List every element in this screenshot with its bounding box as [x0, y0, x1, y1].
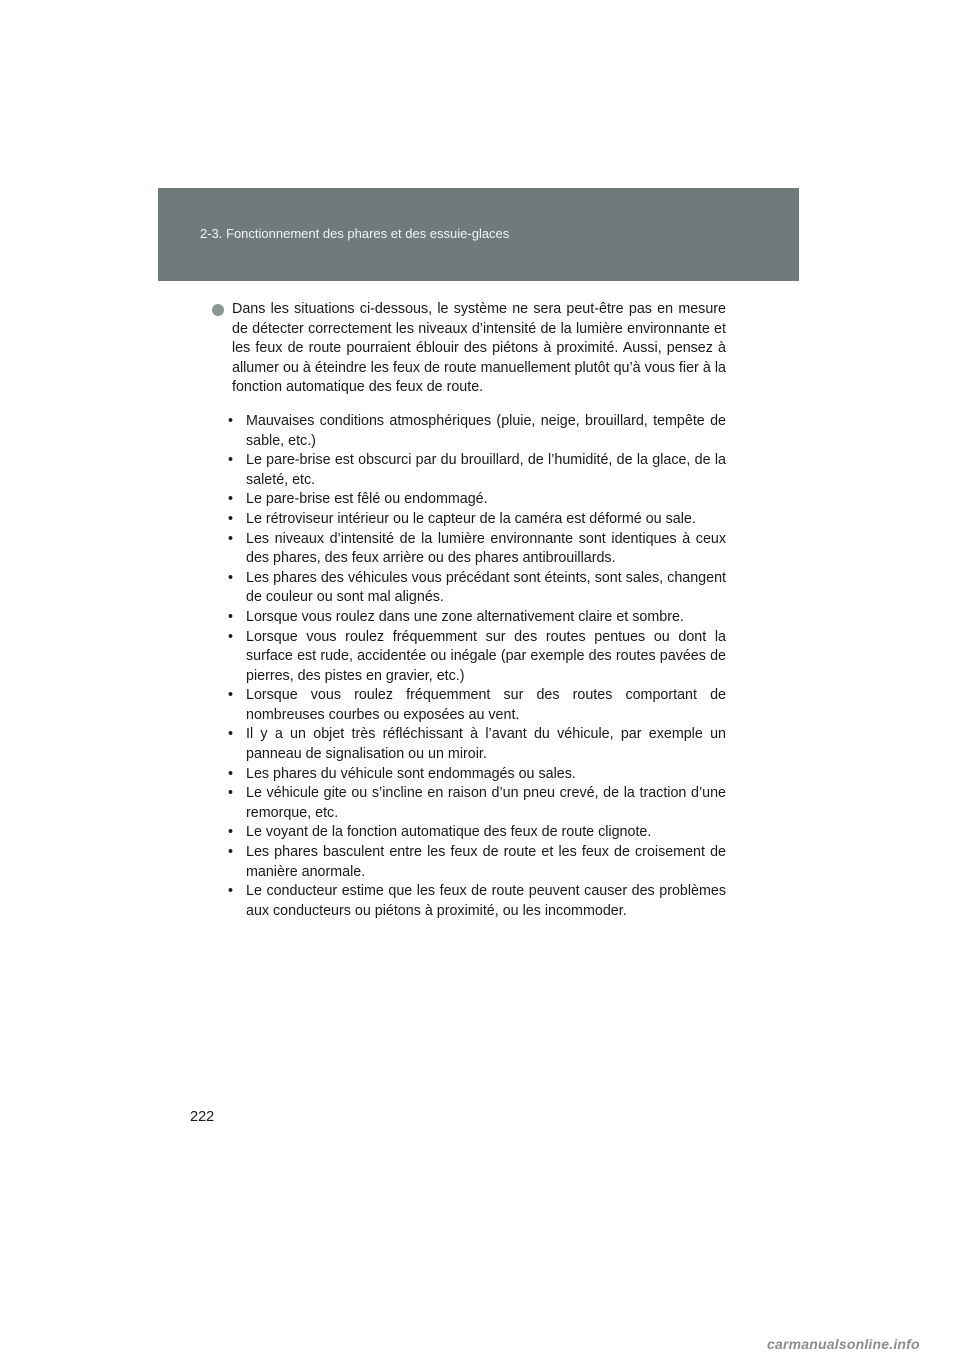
page-number: 222: [190, 1109, 215, 1125]
section-title: 2-3. Fonctionnement des phares et des essuie-glaces: [200, 226, 510, 241]
list-item-text: Le pare-brise est fêlé ou endommagé.: [246, 491, 488, 508]
list-item: [228, 725, 726, 764]
list-item-text: Mauvaises conditions atmosphériques (pluie, neige, brouillard, tempête de sable, etc.): [246, 412, 726, 449]
list-item: [228, 882, 726, 921]
list-item-text: Les phares basculent entre les feux de route et les feux de croisement de manière anormale.: [246, 844, 726, 880]
conditions-list: [210, 412, 726, 921]
list-item: [228, 412, 726, 451]
list-item: [228, 823, 726, 843]
list-item-text: Les phares du véhicule sont endommagés ou sales.: [246, 765, 576, 782]
bullet-mark: •: [228, 530, 234, 547]
bullet-mark: •: [228, 628, 234, 645]
list-item-text: Le voyant de la fonction automatique des feux de route clignote.: [246, 824, 652, 841]
list-item: [228, 686, 726, 725]
list-item: [228, 510, 726, 530]
bullet-mark: •: [228, 452, 234, 469]
list-item: [228, 765, 726, 785]
bullet-mark: •: [228, 412, 234, 429]
list-item-text: Le pare-brise est obscurci par du brouillard, de l’humidité, de la glace, de la saleté, etc.: [246, 452, 726, 488]
list-item: [228, 784, 726, 823]
bullet-mark: •: [228, 726, 234, 743]
list-item-text: Le véhicule gite ou s’incline en raison d’un pneu crevé, de la traction d’une remorque, etc.: [246, 785, 726, 821]
list-item-text: Lorsque vous roulez fréquemment sur des routes comportant de nombreuses courbes ou exposées au vent.: [246, 687, 726, 723]
lead-paragraph: [210, 300, 726, 398]
list-item: [228, 608, 726, 628]
circle-bullet-icon: [212, 304, 224, 316]
bullet-mark: •: [228, 491, 234, 508]
list-item: [228, 490, 726, 510]
bullet-mark: •: [228, 824, 234, 841]
list-item-text: Les phares des véhicules vous précédant sont éteints, sont sales, changent de couleur ou sont mal alignés.: [246, 569, 726, 606]
bullet-mark: •: [228, 883, 234, 900]
list-item-text: Les niveaux d’intensité de la lumière environnante sont identiques à ceux des phares, des feux arrière ou des phares antibrouillards.: [246, 530, 726, 567]
list-item: [228, 843, 726, 882]
list-item-text: Lorsque vous roulez dans une zone alternativement claire et sombre.: [246, 608, 684, 625]
list-item: [228, 628, 726, 687]
section-header-band: [158, 188, 799, 281]
bullet-mark: •: [228, 510, 234, 527]
bullet-mark: •: [228, 844, 234, 861]
lead-text: Dans les situations ci-dessous, le système ne sera peut-être pas en mesure de détecter correctement les niveaux d’intensité de la lumière environnante et les feux de route pourraient éblouir des piétons à proximité. Aussi, pensez à allumer ou à éteindre les feux de route manuellement plutôt qu’à vous fier à la fonction automatique des feux de route.: [232, 301, 726, 396]
list-item: [228, 530, 726, 569]
list-item-text: Le rétroviseur intérieur ou le capteur de la caméra est déformé ou sale.: [246, 510, 696, 527]
watermark-logo: carmanualsonline.info: [767, 1336, 920, 1352]
bullet-mark: •: [228, 765, 234, 782]
list-item-text: Le conducteur estime que les feux de route peuvent causer des problèmes aux conducteurs ou piétons à proximité, ou les incommoder.: [246, 883, 726, 919]
list-item-text: Lorsque vous roulez fréquemment sur des routes pentues ou dont la surface est rude, accidentée ou inégale (par exemple des routes pavées de pierres, des pistes en gravier, etc.): [246, 628, 726, 684]
list-item-text: Il y a un objet très réfléchissant à l’avant du véhicule, par exemple un panneau de signalisation ou un miroir.: [246, 726, 726, 763]
bullet-mark: •: [228, 569, 234, 586]
list-item: [228, 451, 726, 490]
main-content: [210, 300, 726, 921]
bullet-mark: •: [228, 785, 234, 802]
bullet-mark: •: [228, 608, 234, 625]
list-item: [228, 569, 726, 608]
bullet-mark: •: [228, 687, 234, 704]
